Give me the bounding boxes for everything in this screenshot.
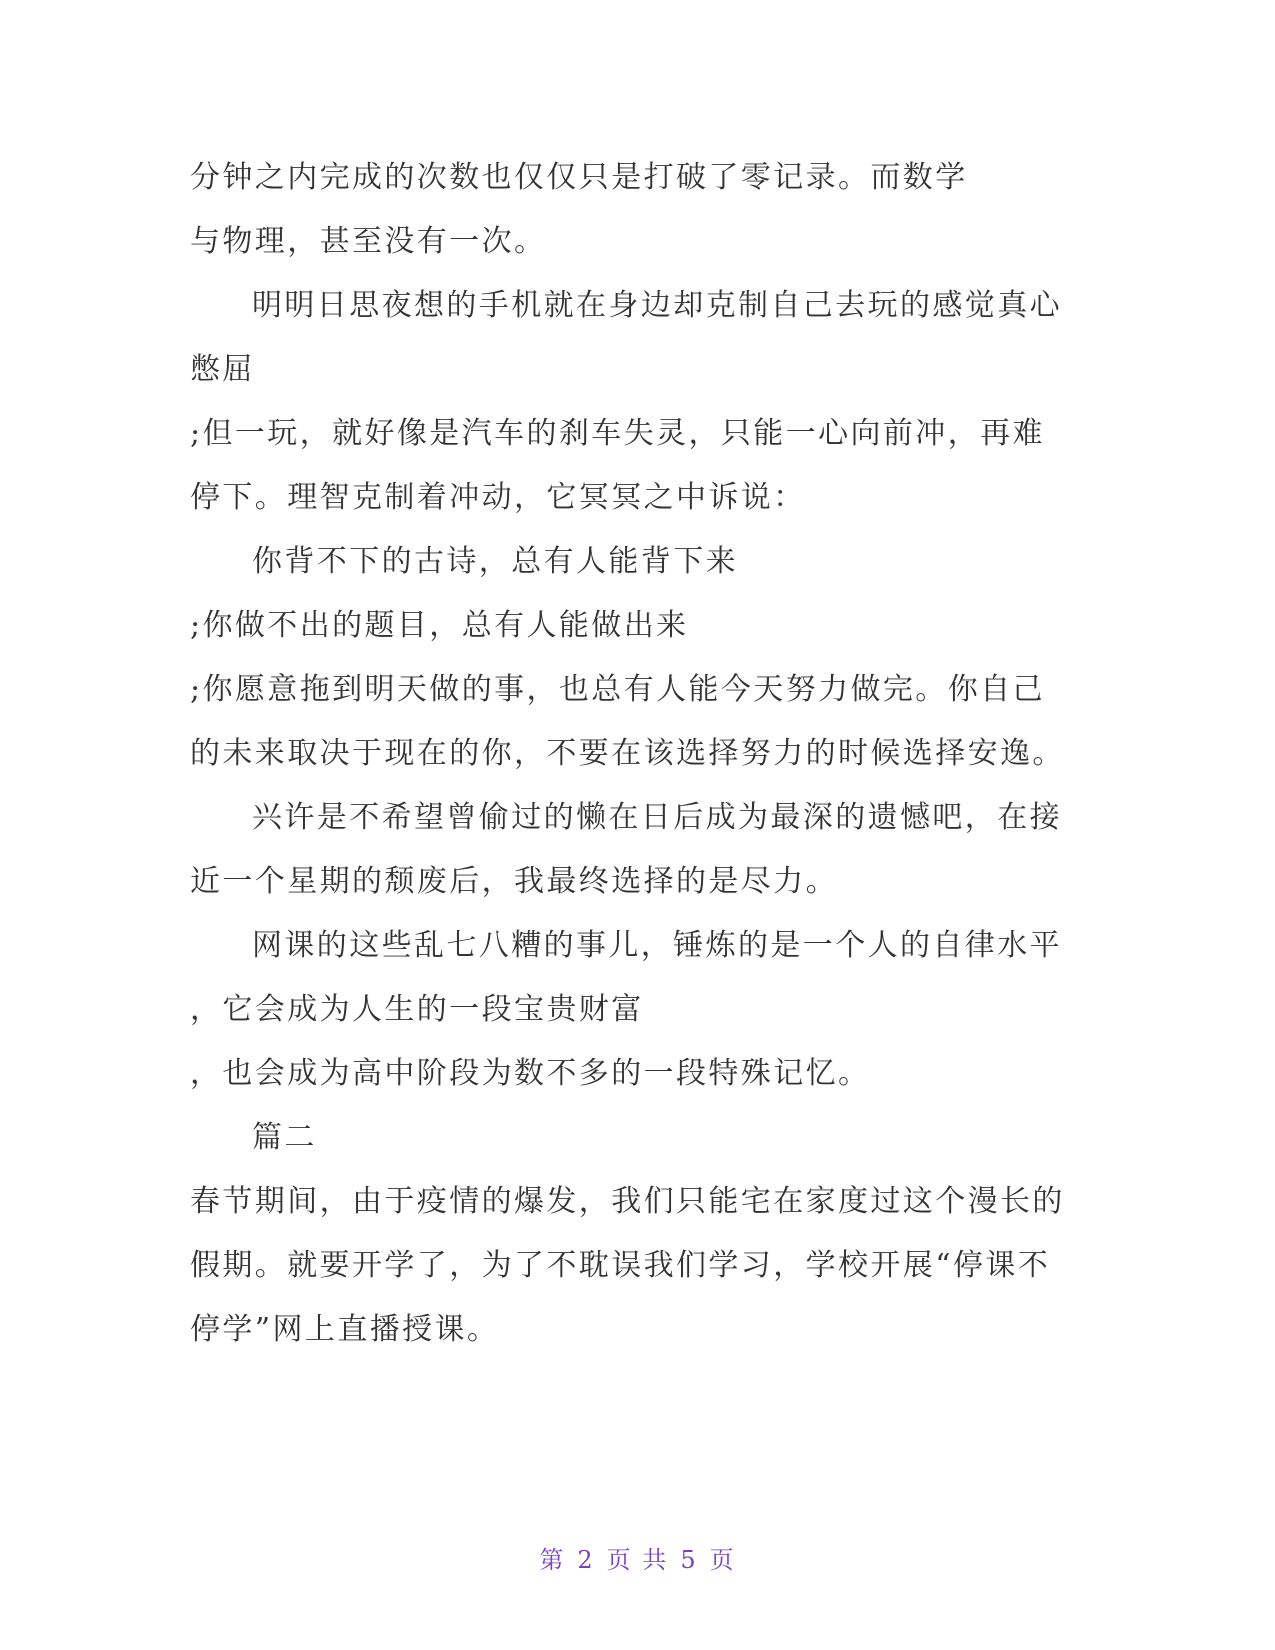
text-line: 春节期间，由于疫情的爆发，我们只能宅在家度过这个漫长的 — [190, 1184, 1065, 1219]
text-line: ;你做不出的题目，总有人能做出来 — [190, 608, 689, 643]
text-line: 假期。就要开学了，为了不耽误我们学习，学校开展“停课不 — [190, 1248, 1051, 1283]
page-footer — [0, 1540, 1275, 1575]
text-line: ，它会成为人生的一段宝贵财富 — [190, 992, 644, 1027]
footer-suffix: 页 — [709, 1546, 736, 1574]
text-line: 网课的这些乱七八糟的事儿，锤炼的是一个人的自律水平 — [252, 928, 1062, 963]
text-line: ;你愿意拖到明天做的事，也总有人能今天努力做完。你自己 — [190, 672, 1045, 707]
text-line: 兴许是不希望曾偷过的懒在日后成为最深的遗憾吧，在接 — [252, 800, 1062, 835]
text-line: ，也会成为高中阶段为数不多的一段特殊记忆。 — [190, 1056, 871, 1091]
text-line: 近一个星期的颓废后，我最终选择的是尽力。 — [190, 864, 838, 899]
footer-middle: 页 共 — [606, 1546, 669, 1574]
text-line: 你背不下的古诗，总有人能背下来 — [252, 544, 738, 579]
text-line: 分钟之内完成的次数也仅仅只是打破了零记录。而数学 — [190, 160, 968, 195]
body-text — [190, 146, 1090, 1362]
text-line: 明明日思夜想的手机就在身边却克制自己去玩的感觉真心 — [252, 288, 1062, 323]
text-line: 停下。理智克制着冲动，它冥冥之中诉说： — [190, 480, 806, 515]
text-line: 停学”网上直播授课。 — [190, 1312, 500, 1347]
section-heading: 篇二 — [252, 1120, 317, 1155]
total-page-count: 5 — [680, 1546, 698, 1574]
text-line: 憋屈 — [190, 352, 255, 387]
text-line: 的未来取决于现在的你，不要在该选择努力的时候选择安逸。 — [190, 736, 1065, 771]
text-line: 与物理，甚至没有一次。 — [190, 224, 547, 259]
footer-prefix: 第 — [539, 1546, 566, 1574]
text-line: ;但一玩，就好像是汽车的刹车失灵，只能一心向前冲，再难 — [190, 416, 1045, 451]
current-page-number: 2 — [577, 1546, 595, 1574]
